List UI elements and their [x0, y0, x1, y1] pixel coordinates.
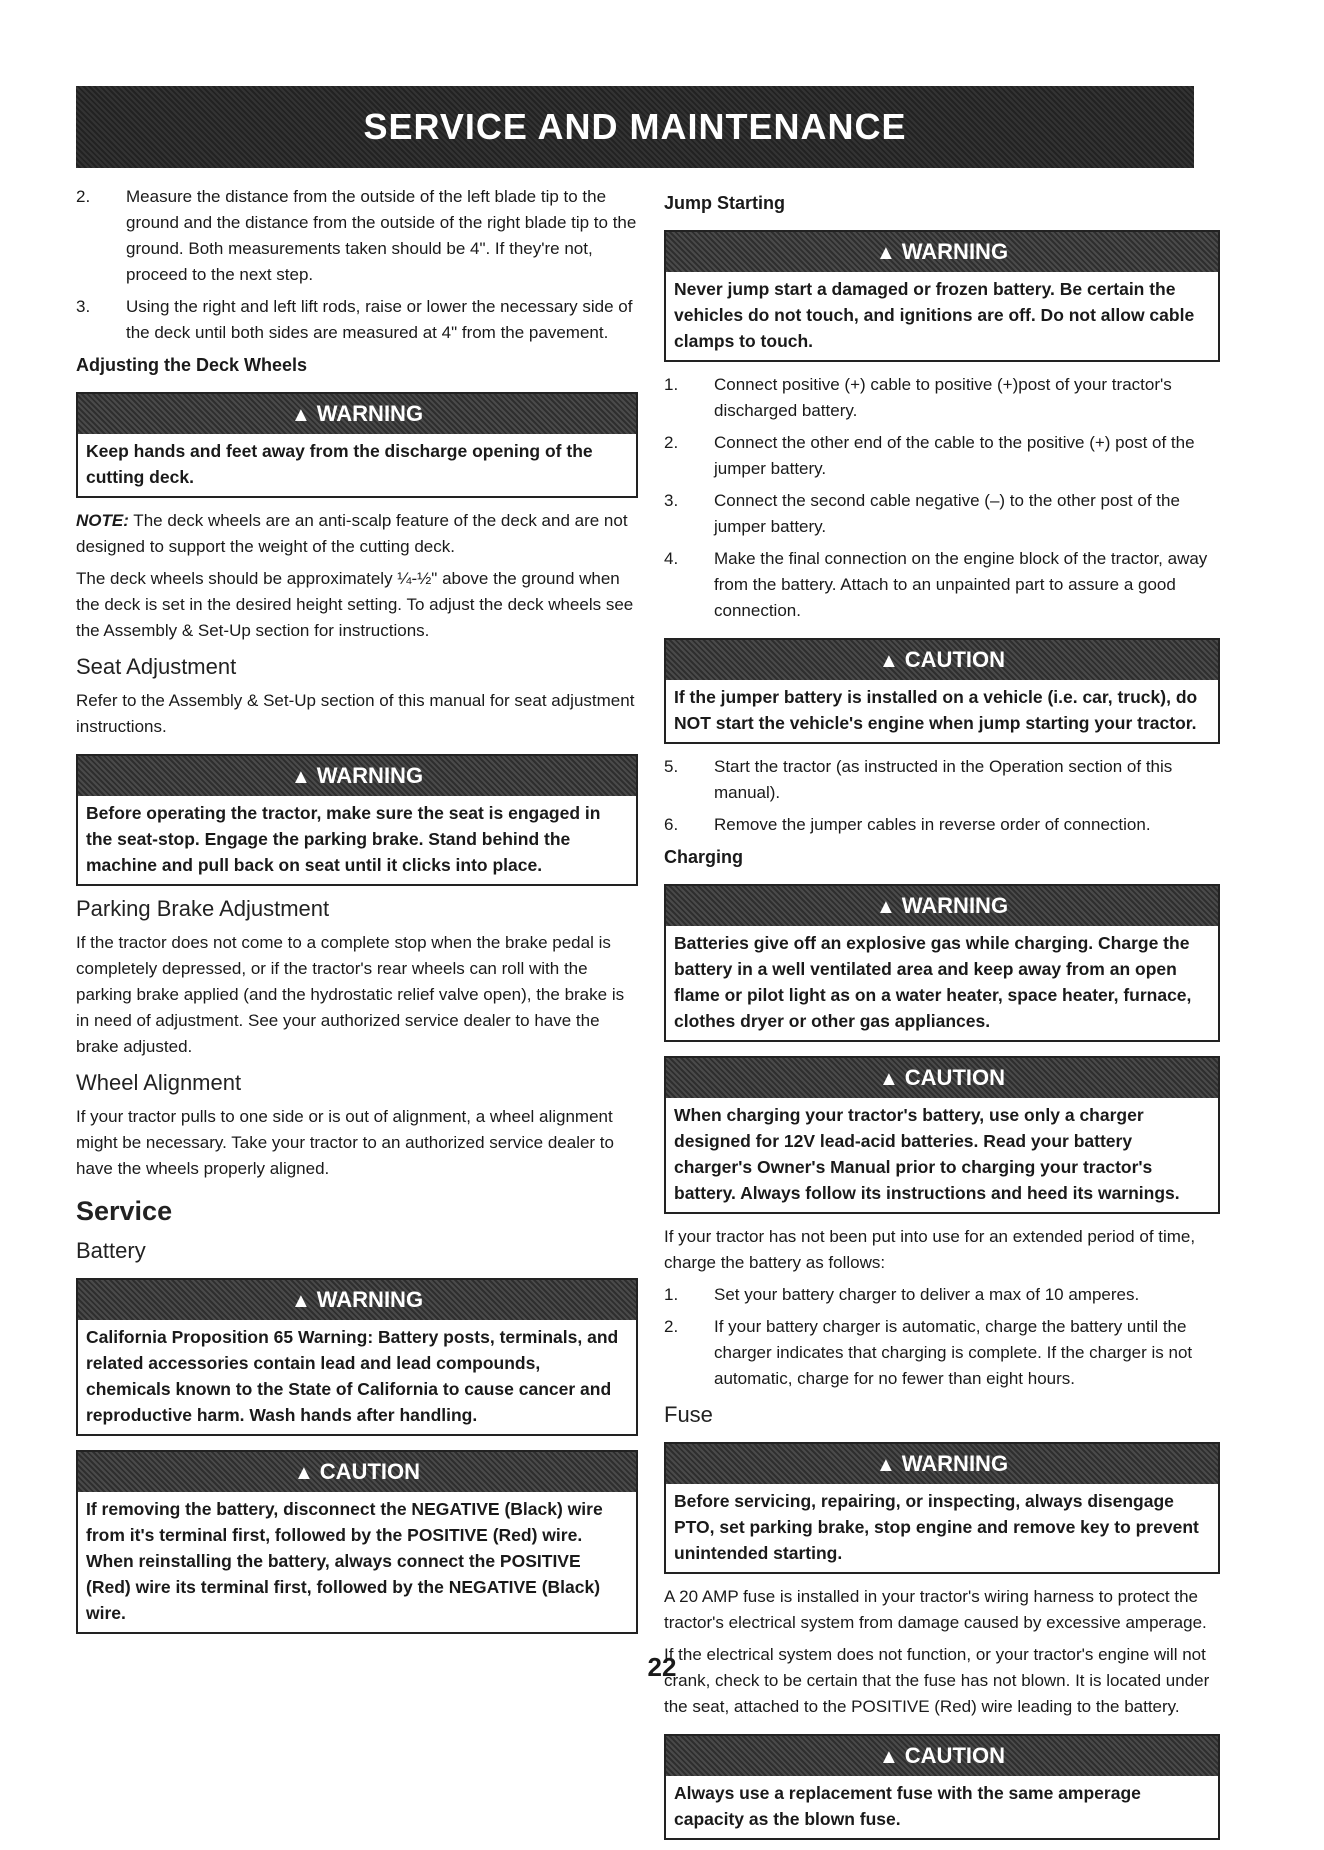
page-number: 22 [647, 1652, 677, 1682]
list-item [664, 1314, 1220, 1392]
warning-box [664, 1442, 1220, 1574]
list-text: Remove the jumper cables in reverse order of connection. [714, 815, 1151, 834]
fuse-heading: Fuse [664, 1402, 713, 1427]
warning-text: Keep hands and feet away from the discharge opening of the cutting deck. [86, 441, 593, 487]
caution-header [666, 640, 1218, 680]
caution-text: If removing the battery, disconnect the NEGATIVE (Black) wire from it's terminal first, followed by the POSITIVE (Red) wire. When reinstalling the battery, always connect the POSITIVE (Red) wire its terminal first, followed by the NEGATIVE (Black) wire. [86, 1499, 603, 1623]
deck-wheels-heading: Adjusting the Deck Wheels [76, 355, 308, 375]
list-item [664, 372, 1220, 424]
caution-triangle-icon: ▲ [878, 650, 899, 672]
list-item [664, 754, 1220, 806]
list-number: 5. [664, 757, 679, 776]
warning-box [76, 392, 638, 498]
list-number: 3. [664, 491, 679, 510]
list-item [664, 546, 1220, 624]
section-banner: SERVICE AND MAINTENANCE [76, 86, 1194, 168]
caution-header [666, 1058, 1218, 1098]
note-label: NOTE: [76, 511, 129, 530]
caution-text: When charging your tractor's battery, use only a charger designed for 12V lead-acid batteries. Read your battery charger's Owner's Manual prior to charging your tractor's battery. Always follow its instructions and heed its warnings. [674, 1105, 1180, 1203]
warning-label: WARNING [316, 1287, 424, 1312]
list-text: Set your battery charger to deliver a max of 10 amperes. [714, 1285, 1140, 1304]
service-heading: Service [76, 1196, 173, 1226]
caution-label: CAUTION [904, 1743, 1005, 1768]
warning-text: California Proposition 65 Warning: Battery posts, terminals, and related accessories contain lead and lead compounds, chemicals known to the State of California to cause cancer and reproductive harm. Wash hands after handling. [86, 1327, 619, 1425]
warning-header [78, 1280, 636, 1320]
warning-triangle-icon: ▲ [875, 1454, 896, 1476]
warning-box [664, 884, 1220, 1042]
list-number: 1. [664, 375, 679, 394]
list-text: Connect positive (+) cable to positive (+)post of your tractor's discharged battery. [714, 375, 1172, 420]
seat-adjustment-heading: Seat Adjustment [76, 654, 237, 679]
fuse-paragraph: A 20 AMP fuse is installed in your tractor's wiring harness to protect the tractor's electrical system from damage caused by excessive amperage. [664, 1587, 1207, 1632]
battery-heading: Battery [76, 1238, 146, 1263]
warning-triangle-icon: ▲ [875, 242, 896, 264]
list-text: Connect the other end of the cable to the positive (+) post of the jumper battery. [714, 433, 1195, 478]
caution-box [664, 1056, 1220, 1214]
caution-header [666, 1736, 1218, 1776]
list-number: 2. [664, 1317, 679, 1336]
warning-header [78, 394, 636, 434]
wheel-alignment-paragraph: If your tractor pulls to one side or is out of alignment, a wheel alignment might be necessary. Take your tractor to an authorized service dealer to have the wheels properly aligned. [76, 1107, 614, 1178]
caution-triangle-icon: ▲ [293, 1462, 314, 1484]
note-paragraph [76, 508, 638, 560]
list-number: 2. [664, 433, 679, 452]
warning-box [664, 230, 1220, 362]
note-text: The deck wheels are an anti-scalp feature of the deck and are not designed to support the weight of the cutting deck. [76, 511, 628, 556]
list-text: Connect the second cable negative (–) to the other post of the jumper battery. [714, 491, 1180, 536]
warning-triangle-icon: ▲ [290, 1290, 311, 1312]
warning-text: Batteries give off an explosive gas while charging. Charge the battery in a well ventilated area and keep away from an open flame or pilot light as on a water heater, space heater, furnace, clothes dryer or other gas appliances. [674, 933, 1192, 1031]
caution-box [76, 1450, 638, 1634]
warning-triangle-icon: ▲ [290, 766, 311, 788]
parking-brake-heading: Parking Brake Adjustment [76, 896, 330, 921]
list-item [664, 488, 1220, 540]
caution-label: CAUTION [904, 1065, 1005, 1090]
caution-label: CAUTION [904, 647, 1005, 672]
warning-label: WARNING [316, 401, 424, 426]
fuse-paragraph: If the electrical system does not function, or your tractor's engine will not crank, check to be certain that the fuse has not blown. It is located under the seat, attached to the POSITIVE (Red) wire leading to the battery. [664, 1645, 1210, 1716]
wheel-alignment-heading: Wheel Alignment [76, 1070, 242, 1095]
warning-label: WARNING [901, 893, 1009, 918]
warning-header [666, 886, 1218, 926]
list-text: Start the tractor (as instructed in the Operation section of this manual). [714, 757, 1173, 802]
caution-triangle-icon: ▲ [878, 1068, 899, 1090]
caution-text: Always use a replacement fuse with the same amperage capacity as the blown fuse. [674, 1783, 1141, 1829]
list-number: 2. [76, 187, 91, 206]
caution-triangle-icon: ▲ [878, 1746, 899, 1768]
caution-label: CAUTION [319, 1459, 420, 1484]
warning-text: Never jump start a damaged or frozen battery. Be certain the vehicles do not touch, and ignitions are off. Do not allow cable clamps to touch. [674, 279, 1195, 351]
jump-starting-heading: Jump Starting [664, 193, 786, 213]
warning-label: WARNING [901, 239, 1009, 264]
list-number: 6. [664, 815, 679, 834]
warning-header [666, 232, 1218, 272]
parking-brake-paragraph: If the tractor does not come to a complete stop when the brake pedal is completely depressed, or if the tractor's rear wheels can roll with the parking brake applied (and the hydrostatic relief valve open), the brake is in need of adjustment. See your authorized service dealer to have the brake adjusted. [76, 933, 625, 1056]
right-column [664, 184, 1220, 1850]
warning-triangle-icon: ▲ [290, 404, 311, 426]
warning-label: WARNING [316, 763, 424, 788]
list-number: 1. [664, 1285, 679, 1304]
warning-box [76, 1278, 638, 1436]
caution-box [664, 638, 1220, 744]
list-item [664, 430, 1220, 482]
list-text: If your battery charger is automatic, charge the battery until the charger indicates that charging is complete. If the charger is not automatic, charge for no fewer than eight hours. [714, 1317, 1193, 1388]
list-item [664, 812, 1220, 838]
left-column [76, 184, 638, 1644]
list-item [76, 294, 638, 346]
list-text: Using the right and left lift rods, raise or lower the necessary side of the deck until both sides are measured at 4" from the pavement. [126, 297, 633, 342]
list-item [76, 184, 638, 288]
list-number: 3. [76, 297, 91, 316]
warning-label: WARNING [901, 1451, 1009, 1476]
warning-header [666, 1444, 1218, 1484]
warning-header [78, 756, 636, 796]
deck-wheels-paragraph: The deck wheels should be approximately ¼-½" above the ground when the deck is set in the desired height setting. To adjust the deck wheels see the Assembly & Set-Up section for instructions. [76, 569, 634, 640]
charging-paragraph: If your tractor has not been put into use for an extended period of time, charge the battery as follows: [664, 1227, 1196, 1272]
caution-text: If the jumper battery is installed on a vehicle (i.e. car, truck), do NOT start the vehicle's engine when jump starting your tractor. [674, 687, 1198, 733]
caution-header [78, 1452, 636, 1492]
list-number: 4. [664, 549, 679, 568]
list-text: Measure the distance from the outside of the left blade tip to the ground and the distance from the outside of the right blade tip to the ground. Both measurements taken should be 4". If they're not, proceed to the next step. [126, 187, 637, 284]
warning-text: Before operating the tractor, make sure the seat is engaged in the seat-stop. Engage the parking brake. Stand behind the machine and pull back on seat until it clicks into place. [86, 803, 601, 875]
list-text: Make the final connection on the engine block of the tractor, away from the battery. Attach to an unpainted part to assure a good connection. [714, 549, 1208, 620]
list-item [664, 1282, 1220, 1308]
caution-box [664, 1734, 1220, 1840]
seat-paragraph: Refer to the Assembly & Set-Up section of this manual for seat adjustment instructions. [76, 691, 635, 736]
warning-triangle-icon: ▲ [875, 896, 896, 918]
warning-text: Before servicing, repairing, or inspecting, always disengage PTO, set parking brake, stop engine and remove key to prevent unintended starting. [674, 1491, 1199, 1563]
charging-heading: Charging [664, 847, 743, 867]
warning-box [76, 754, 638, 886]
